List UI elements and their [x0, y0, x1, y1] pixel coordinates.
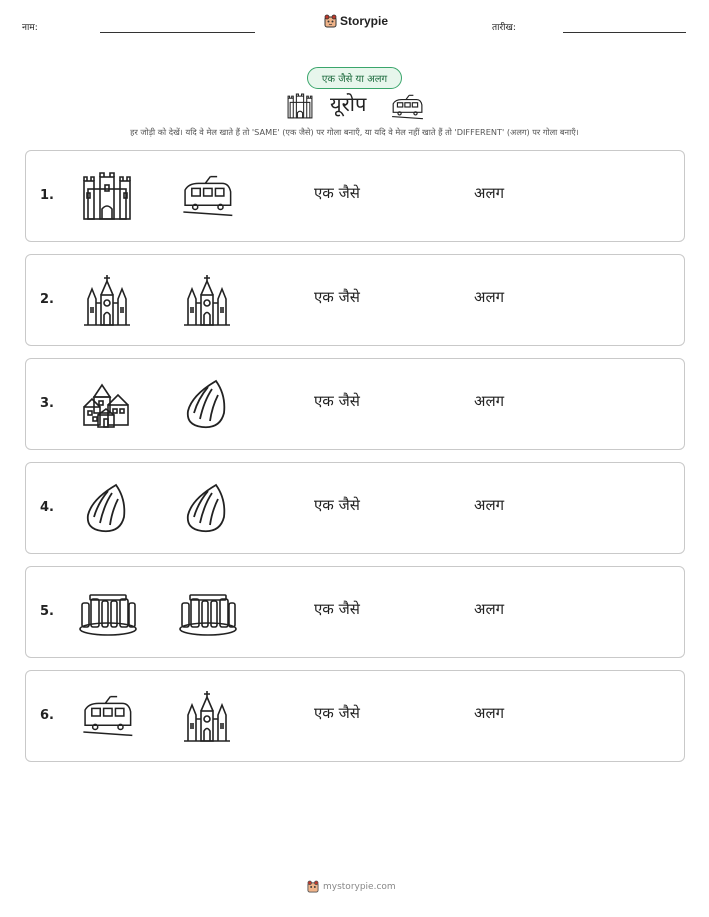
question-card [25, 670, 685, 762]
storypie-logo-icon [307, 880, 319, 893]
brand [324, 14, 388, 28]
storypie-logo-icon [324, 14, 337, 28]
cathedral-icon [180, 273, 234, 327]
different-option[interactable]: अलग [474, 496, 505, 514]
question-card [25, 358, 685, 450]
tram-icon [390, 94, 424, 120]
question-number: 4. [40, 500, 54, 515]
almond-icon [180, 377, 234, 431]
castle-icon [286, 92, 314, 120]
date-line[interactable] [563, 32, 686, 33]
almond-icon [180, 481, 234, 535]
almond-icon [80, 481, 134, 535]
different-option[interactable]: अलग [474, 288, 505, 306]
tram-icon [180, 169, 234, 223]
different-option[interactable]: अलग [474, 704, 505, 722]
footer [307, 880, 396, 893]
name-line[interactable] [100, 32, 255, 33]
question-card [25, 462, 685, 554]
cathedral-icon [180, 689, 234, 743]
instructions: हर जोड़ी को देखें। यदि वे मेल खाते हैं तो 'SAME' (एक जैसे) पर गोला बनाएँ, या यदि वे मेल नहीं खाते हैं तो 'DIFFERENT' (अलग) पर गोला बनाएँ। [130, 127, 579, 137]
question-number: 2. [40, 292, 54, 307]
topic-tag: एक जैसे या अलग [307, 67, 402, 89]
question-card [25, 254, 685, 346]
question-number: 5. [40, 604, 54, 619]
same-option[interactable]: एक जैसे [314, 496, 360, 514]
same-option[interactable]: एक जैसे [314, 392, 360, 410]
same-option[interactable]: एक जैसे [314, 704, 360, 722]
page-title: यूरोप [330, 92, 367, 116]
different-option[interactable]: अलग [474, 600, 505, 618]
stonehenge-icon [78, 585, 138, 639]
question-number: 3. [40, 396, 54, 411]
stonehenge-icon [178, 585, 238, 639]
question-number: 1. [40, 188, 54, 203]
different-option[interactable]: अलग [474, 392, 505, 410]
question-card [25, 150, 685, 242]
tram-icon [80, 689, 134, 743]
village-icon [80, 377, 134, 431]
same-option[interactable]: एक जैसे [314, 288, 360, 306]
name-label: नाम: [22, 23, 38, 33]
same-option[interactable]: एक जैसे [314, 600, 360, 618]
date-label: तारीख: [492, 23, 516, 33]
different-option[interactable]: अलग [474, 184, 505, 202]
title-row [286, 90, 426, 122]
question-number: 6. [40, 708, 54, 723]
question-card [25, 566, 685, 658]
brand-name: Storypie [340, 14, 389, 28]
footer-site: mystorypie.com [323, 881, 396, 892]
same-option[interactable]: एक जैसे [314, 184, 360, 202]
cathedral-icon [80, 273, 134, 327]
castle-icon [80, 169, 134, 223]
